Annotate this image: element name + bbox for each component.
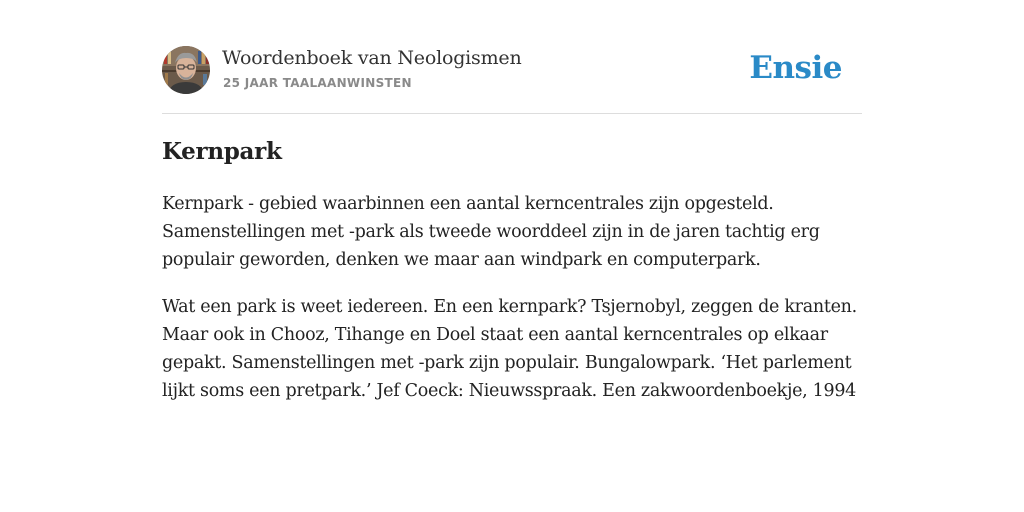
dictionary-header xyxy=(162,46,862,96)
brand-logo[interactable]: Ensie xyxy=(749,50,842,86)
author-portrait-icon xyxy=(162,46,210,94)
avatar[interactable] xyxy=(162,46,210,94)
entry-card xyxy=(162,0,862,512)
site-subtitle: 25 JAAR TAALAANWINSTEN xyxy=(223,76,412,90)
header-divider xyxy=(162,113,862,114)
quotation-paragraph: Wat een park is weet iedereen. En een kernpark? Tsjernobyl, zeggen de kranten. Maar ook in Chooz, Tihange en Doel staat een aantal kerncentrales op elkaar gepakt. Samenstellingen met -park zijn populair. Bungalowpark. ‘Het parlement lijkt soms een pretpark.’ Jef Coeck: Nieuwsspraak. Een zakwoordenboekje, 1994 xyxy=(162,297,857,401)
definition-paragraph: Kernpark - gebied waarbinnen een aantal kerncentrales zijn opgesteld. Samenstellingen met -park als tweede woorddeel zijn in de jaren tachtig erg populair geworden, denken we maar aan windpark en computerpark. xyxy=(162,194,820,270)
entry-title: Kernpark xyxy=(162,138,282,165)
entry-content xyxy=(162,190,862,424)
site-title[interactable]: Woordenboek van Neologismen xyxy=(222,47,522,69)
